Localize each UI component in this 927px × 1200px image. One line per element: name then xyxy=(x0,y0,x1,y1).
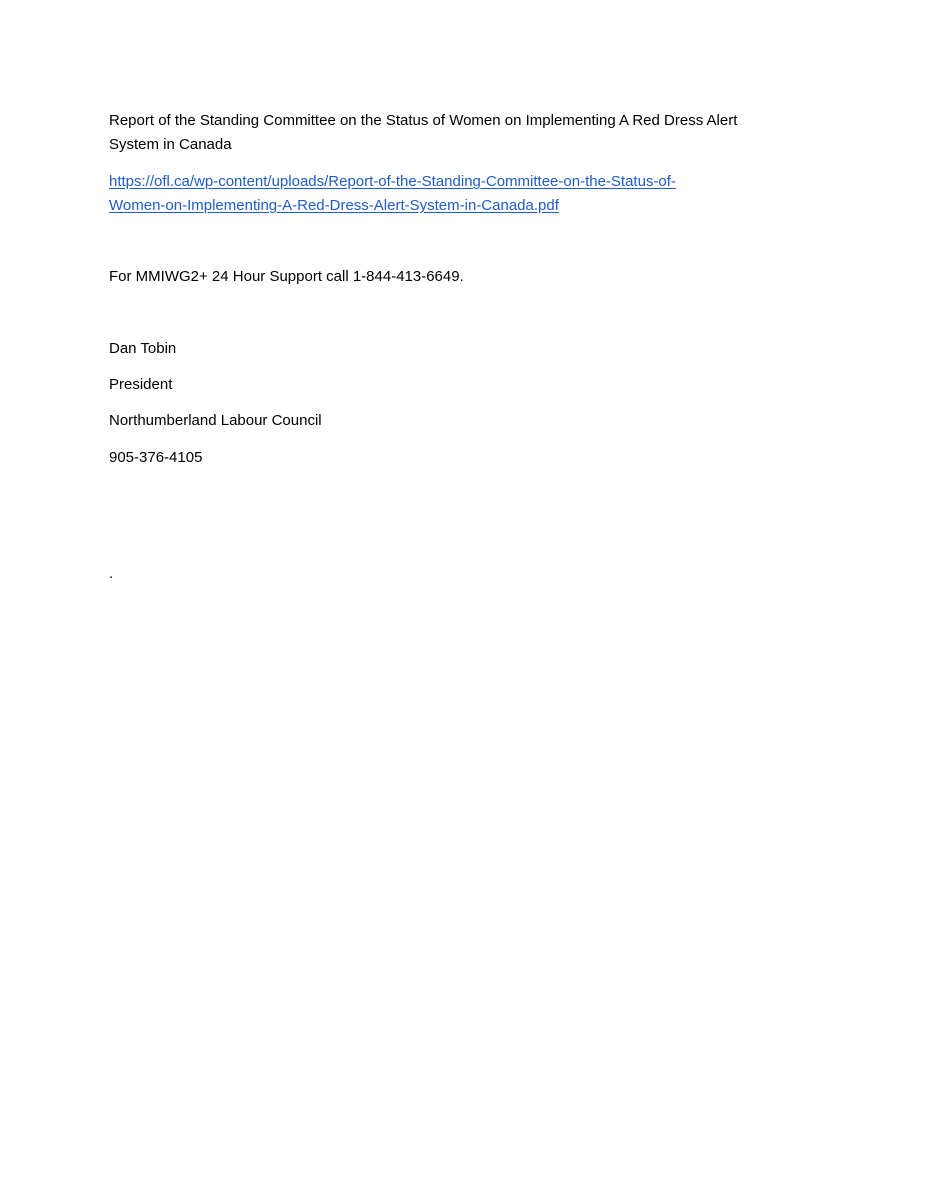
support-line: For MMIWG2+ 24 Hour Support call 1-844-413-6649. xyxy=(109,268,464,285)
signature-title: President xyxy=(109,376,173,393)
signature-phone: 905-376-4105 xyxy=(109,449,203,466)
signature-organization: Northumberland Labour Council xyxy=(109,412,322,429)
report-link-line-1[interactable]: https://ofl.ca/wp-content/uploads/Report-of-the-Standing-Committee-on-the-Status-of- xyxy=(109,173,676,190)
report-title-line-1: Report of the Standing Committee on the Status of Women on Implementing A Red Dress Alert xyxy=(109,112,738,129)
report-pdf-link[interactable] xyxy=(109,170,676,218)
report-title xyxy=(109,109,829,157)
trailing-period: . xyxy=(109,565,114,582)
report-title-line-2: System in Canada xyxy=(109,136,232,153)
signature-name: Dan Tobin xyxy=(109,340,177,357)
report-link-line-2[interactable]: Women-on-Implementing-A-Red-Dress-Alert-System-in-Canada.pdf xyxy=(109,197,559,214)
